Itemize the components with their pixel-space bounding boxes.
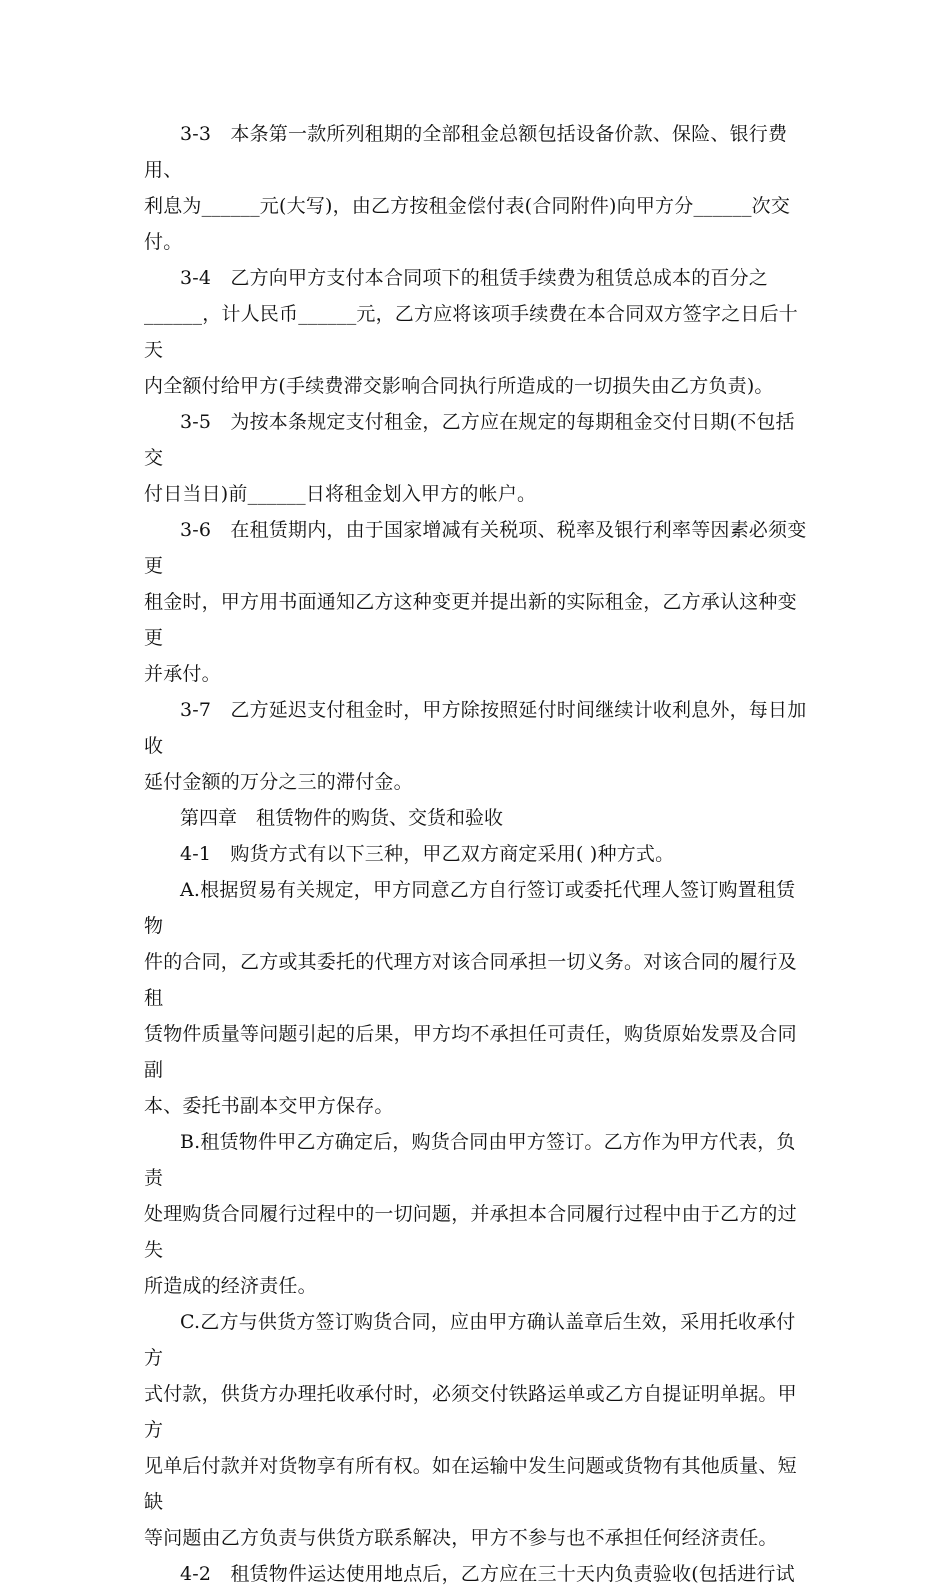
clause-3-4 [144,260,810,404]
clause-3-6-line-3: 并承付。 [144,663,221,685]
clause-3-6 [144,512,810,692]
option-a [144,872,810,1124]
clause-4-1 [144,836,810,872]
clause-3-6-line-2: 租金时，甲方用书面通知乙方这种变更并提出新的实际租金，乙方承认这种变更 [144,591,797,649]
option-c-line-1: C.乙方与供货方签订购货合同，应由甲方确认盖章后生效，采用托收承付方 [144,1311,796,1369]
clause-3-4-line-3: 内全额付给甲方(手续费滞交影响合同执行所造成的一切损失由乙方负责)。 [144,375,774,397]
option-b-line-2: 处理购货合同履行过程中的一切问题，并承担本合同履行过程中由于乙方的过失 [144,1203,797,1261]
option-c-line-3: 见单后付款并对货物享有所有权。如在运输中发生问题或货物有其他质量、短缺 [144,1455,797,1513]
option-b-line-1: B.租赁物件甲乙方确定后，购货合同由甲方签订。乙方作为甲方代表，负责 [144,1131,796,1189]
option-a-line-4: 本、委托书副本交甲方保存。 [144,1095,394,1117]
document-body [144,116,810,1592]
option-c-line-2: 式付款，供货方办理托收承付时，必须交付铁路运单或乙方自提证明单据。甲方 [144,1383,797,1441]
chapter-4-heading [144,800,810,836]
option-a-line-3: 赁物件质量等问题引起的后果，甲方均不承担任可责任，购货原始发票及合同副 [144,1023,797,1081]
clause-4-1-line-1: 4-1 购货方式有以下三种，甲乙双方商定采用( )种方式。 [180,843,675,865]
clause-4-2-line-1: 4-2 租赁物件运达使用地点后，乙方应在三十天内负责验收(包括进行试 [180,1563,795,1585]
option-a-line-2: 件的合同，乙方或其委托的代理方对该合同承担一切义务。对该合同的履行及租 [144,951,797,1009]
clause-3-4-line-1: 3-4 乙方向甲方支付本合同项下的租赁手续费为租赁总成本的百分之 [180,267,768,289]
option-b-line-3: 所造成的经济责任。 [144,1275,317,1297]
clause-3-6-line-1: 3-6 在租赁期内，由于国家增减有关税项、税率及银行利率等因素必须变更 [144,519,807,577]
clause-3-7 [144,692,810,800]
clause-3-3-line-1: 3-3 本条第一款所列租期的全部租金总额包括设备价款、保险、银行费用、 [144,123,788,181]
chapter-4-title: 第四章 租赁物件的购货、交货和验收 [180,807,504,829]
clause-3-3-line-3: 付。 [144,231,183,253]
clause-3-5 [144,404,810,512]
option-c-line-4: 等问题由乙方负责与供货方联系解决，甲方不参与也不承担任何经济责任。 [144,1527,778,1549]
clause-3-5-line-2: 付日当日)前______日将租金划入甲方的帐户。 [144,483,537,505]
clause-4-2 [144,1556,810,1592]
option-b [144,1124,810,1304]
clause-3-7-line-2: 延付金额的万分之三的滞付金。 [144,771,413,793]
clause-3-7-line-1: 3-7 乙方延迟支付租金时，甲方除按照延付时间继续计收利息外，每日加收 [144,699,807,757]
clause-3-5-line-1: 3-5 为按本条规定支付租金，乙方应在规定的每期租金交付日期(不包括交 [144,411,795,469]
clause-3-4-line-2: ______，计人民币______元，乙方应将该项手续费在本合同双方签字之日后十天 [144,303,799,361]
clause-3-3-line-2: 利息为______元(大写)，由乙方按租金偿付表(合同附件)向甲方分______次交 [144,195,791,217]
option-a-line-1: A.根据贸易有关规定，甲方同意乙方自行签订或委托代理人签订购置租赁物 [144,879,796,937]
option-c [144,1304,810,1556]
clause-3-3 [144,116,810,260]
